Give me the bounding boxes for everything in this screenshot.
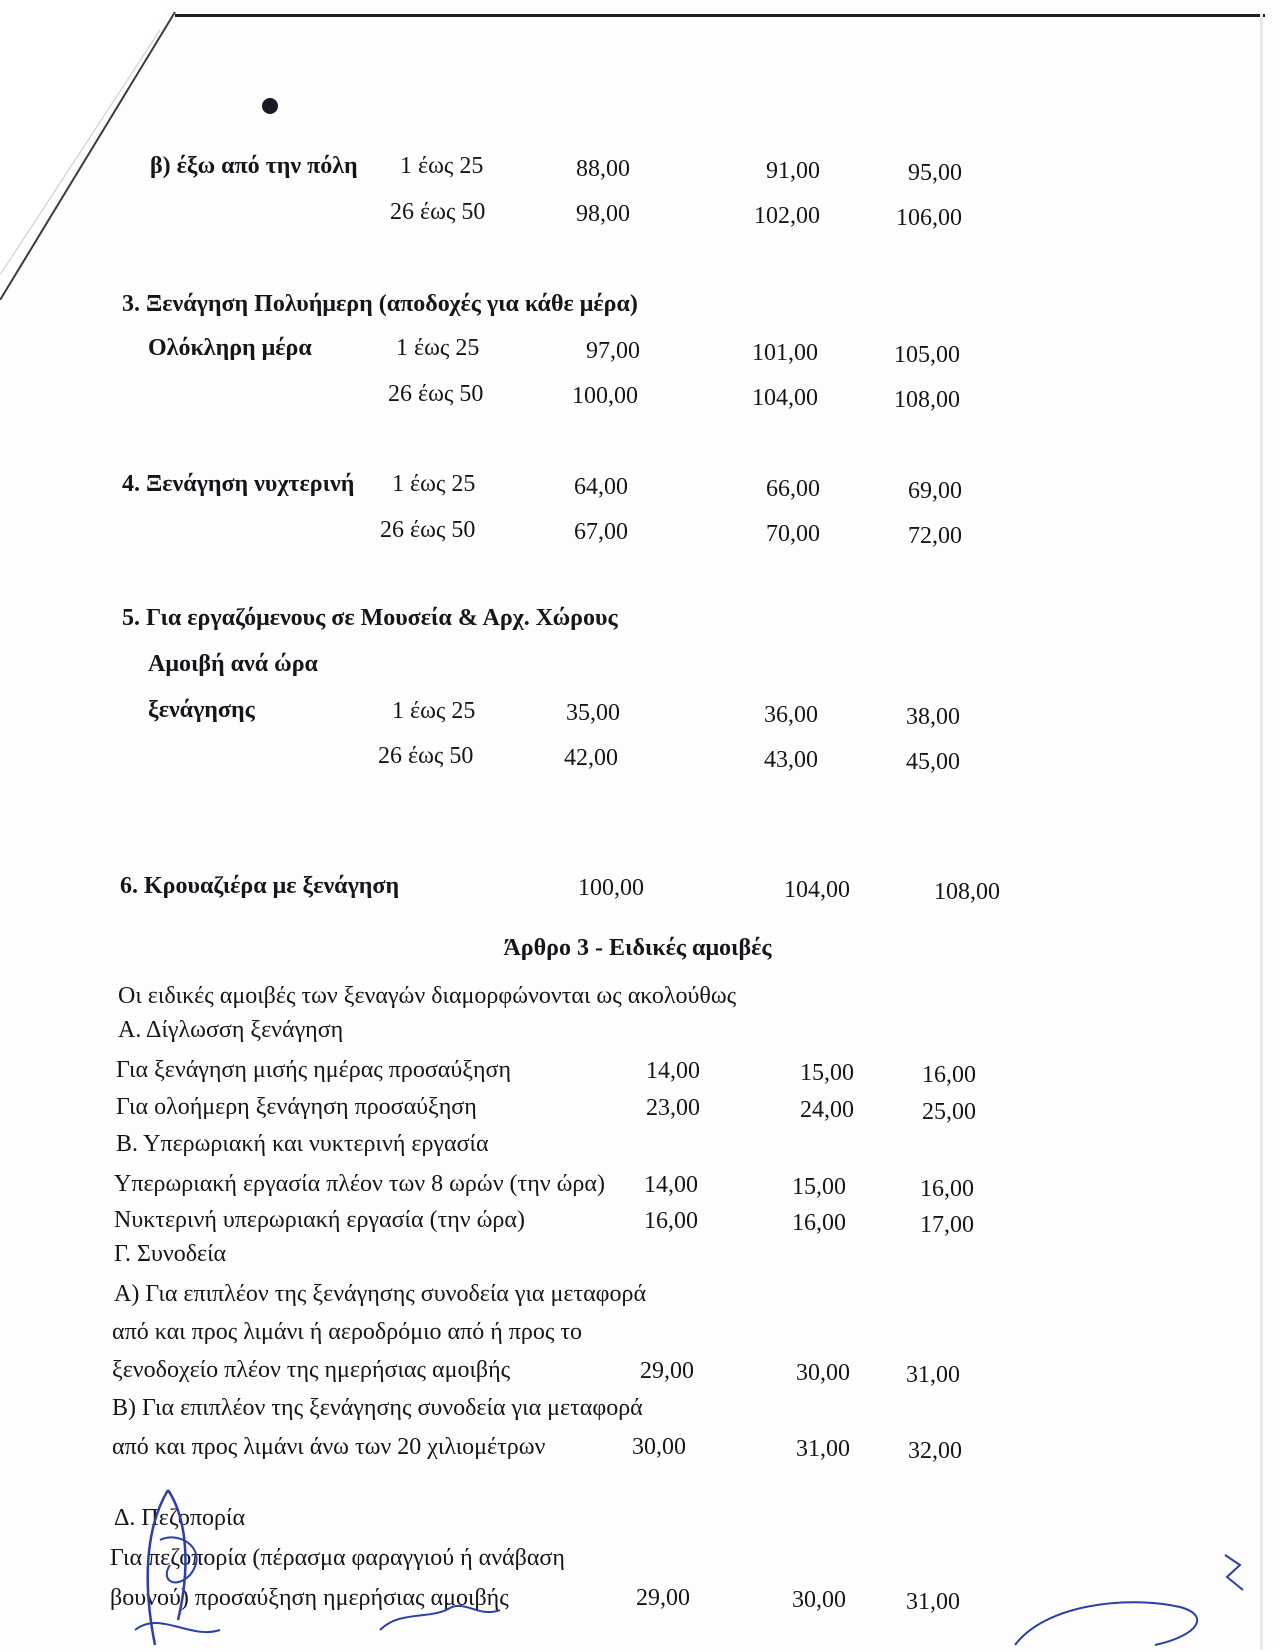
- value-cell: 29,00: [636, 1585, 690, 1611]
- value-cell: 100,00: [572, 383, 638, 409]
- section-5-title: 5. Για εργαζόμενους σε Μουσεία & Αρχ. Χώρους: [122, 605, 618, 631]
- value-cell: 104,00: [784, 877, 850, 903]
- value-cell: 101,00: [752, 340, 818, 366]
- value-cell: 15,00: [792, 1174, 846, 1200]
- value-cell: 108,00: [934, 879, 1000, 905]
- handwritten-signature: [130, 1480, 530, 1650]
- value-cell: 14,00: [644, 1172, 698, 1198]
- fee-label: Υπερωριακή εργασία πλέον των 8 ωρών (την ώρα): [114, 1171, 605, 1197]
- value-cell: 69,00: [908, 478, 962, 504]
- value-cell: 15,00: [800, 1060, 854, 1086]
- value-cell: 102,00: [754, 203, 820, 229]
- value-cell: 105,00: [894, 342, 960, 368]
- value-cell: 31,00: [906, 1589, 960, 1615]
- subsection-a-title: Α. Δίγλωσση ξενάγηση: [118, 1017, 344, 1043]
- value-cell: 72,00: [908, 523, 962, 549]
- value-cell: 91,00: [766, 158, 820, 184]
- value-cell: 30,00: [796, 1360, 850, 1386]
- value-cell: 70,00: [766, 521, 820, 547]
- section-4-title: 4. Ξενάγηση νυχτερινή: [122, 471, 355, 497]
- value-cell: 108,00: [894, 387, 960, 413]
- section-6-title: 6. Κρουαζιέρα με ξενάγηση: [120, 873, 400, 899]
- fee-label: Νυκτερινή υπερωριακή εργασία (την ώρα): [114, 1207, 525, 1233]
- value-cell: 95,00: [908, 160, 962, 186]
- hiking-line1: Για πεζοπορία (πέρασμα φαραγγιού ή ανάβαση: [110, 1545, 565, 1571]
- value-cell: 36,00: [764, 702, 818, 728]
- value-cell: 32,00: [908, 1438, 962, 1464]
- value-cell: 16,00: [922, 1062, 976, 1088]
- value-cell: 29,00: [640, 1358, 694, 1384]
- handwritten-initial: [1005, 1545, 1265, 1650]
- value-cell: 106,00: [896, 205, 962, 231]
- section-5-label-line1: Αμοιβή ανά ώρα: [148, 651, 318, 677]
- article-3-heading: Άρθρο 3 - Ειδικές αμοιβές: [503, 935, 772, 961]
- section-5-label-line2: ξενάγησης: [148, 697, 255, 723]
- section-3-title: 3. Ξενάγηση Πολυήμερη (αποδοχές για κάθε μέρα): [122, 291, 638, 317]
- range-cell: 1 έως 25: [392, 471, 476, 497]
- value-cell: 31,00: [796, 1436, 850, 1462]
- range-cell: 26 έως 50: [380, 517, 476, 543]
- article-3-intro: Οι ειδικές αμοιβές των ξεναγών διαμορφώνονται ως ακολούθως: [118, 983, 737, 1009]
- value-cell: 14,00: [646, 1058, 700, 1084]
- value-cell: 31,00: [906, 1362, 960, 1388]
- value-cell: 24,00: [800, 1097, 854, 1123]
- escort-a-line1: Α) Για επιπλέον της ξενάγησης συνοδεία για μεταφορά: [114, 1281, 647, 1307]
- value-cell: 25,00: [922, 1099, 976, 1125]
- section-3-label: Ολόκληρη μέρα: [148, 335, 312, 361]
- section-b-label: β) έξω από την πόλη: [150, 153, 358, 179]
- subsection-b-title: Β. Υπερωριακή και νυκτερινή εργασία: [116, 1131, 489, 1157]
- range-cell: 26 έως 50: [388, 381, 484, 407]
- value-cell: 98,00: [576, 201, 630, 227]
- value-cell: 17,00: [920, 1212, 974, 1238]
- hiking-line2: βουνού) προσαύξηση ημερήσιας αμοιβής: [110, 1585, 509, 1611]
- value-cell: 64,00: [574, 474, 628, 500]
- escort-a-line2: από και προς λιμάνι ή αεροδρόμιο από ή προς το: [112, 1319, 583, 1345]
- subsection-c-title: Γ. Συνοδεία: [114, 1241, 227, 1267]
- page-right-edge: [1260, 14, 1263, 1650]
- value-cell: 67,00: [574, 519, 628, 545]
- range-cell: 1 έως 25: [400, 153, 484, 179]
- range-cell: 26 έως 50: [390, 199, 486, 225]
- range-cell: 26 έως 50: [378, 743, 474, 769]
- value-cell: 16,00: [644, 1208, 698, 1234]
- fee-label: Για ξενάγηση μισής ημέρας προσαύξηση: [116, 1057, 512, 1083]
- value-cell: 97,00: [586, 338, 640, 364]
- value-cell: 42,00: [564, 745, 618, 771]
- value-cell: 30,00: [792, 1587, 846, 1613]
- escort-b-line1: Β) Για επιπλέον της ξενάγησης συνοδεία για μεταφορά: [112, 1395, 643, 1421]
- escort-a-line3: ξενοδοχείο πλέον της ημερήσιας αμοιβής: [112, 1357, 511, 1383]
- value-cell: 38,00: [906, 704, 960, 730]
- range-cell: 1 έως 25: [392, 698, 476, 724]
- ink-dot: [262, 98, 278, 114]
- value-cell: 45,00: [906, 749, 960, 775]
- folded-corner: [0, 0, 190, 300]
- value-cell: 16,00: [792, 1210, 846, 1236]
- value-cell: 23,00: [646, 1095, 700, 1121]
- subsection-d-title: Δ. Πεζοπορία: [114, 1505, 246, 1531]
- value-cell: 88,00: [576, 156, 630, 182]
- page-top-edge: [175, 0, 1265, 17]
- value-cell: 43,00: [764, 747, 818, 773]
- value-cell: 35,00: [566, 700, 620, 726]
- value-cell: 16,00: [920, 1176, 974, 1202]
- escort-b-line2: από και προς λιμάνι άνω των 20 χιλιομέτρων: [112, 1434, 546, 1460]
- fee-label: Για ολοήμερη ξενάγηση προσαύξηση: [116, 1094, 477, 1120]
- value-cell: 104,00: [752, 385, 818, 411]
- value-cell: 100,00: [578, 875, 644, 901]
- value-cell: 66,00: [766, 476, 820, 502]
- value-cell: 30,00: [632, 1434, 686, 1460]
- range-cell: 1 έως 25: [396, 335, 480, 361]
